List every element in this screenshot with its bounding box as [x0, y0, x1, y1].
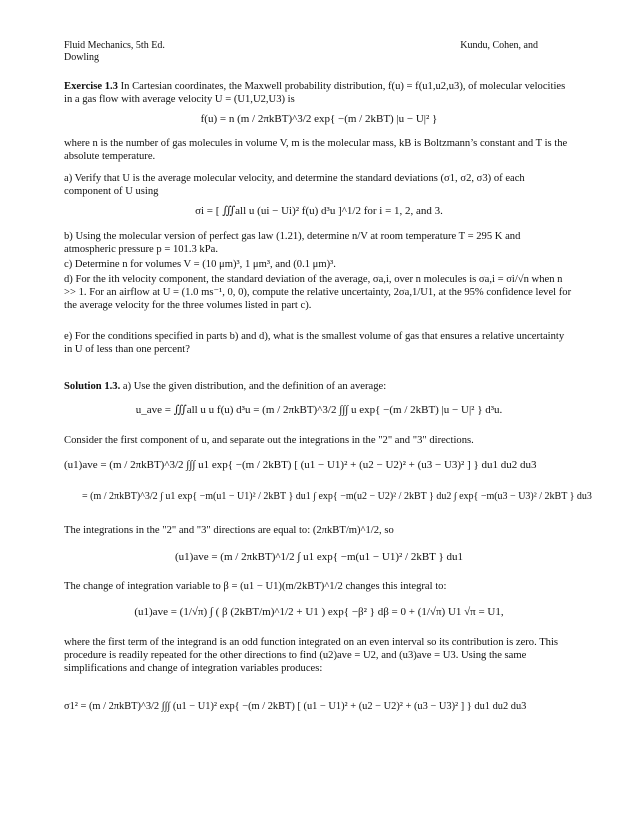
header-author: Dowling: [64, 52, 99, 63]
solution-text-4: where the first term of the integrand is an odd function integrated on an even interval so its contribution is zero. This procedure is readily repeated for the other directions to find (u2)ave = U2, and (u3)ave = U3. Using the same simplifications and change of integration variables produces:: [64, 637, 559, 674]
header-course: Fluid Mechanics, 5th Ed.: [64, 40, 165, 51]
equation-u1-ave-b: = (m / 2πkBT)^3/2 ∫ u1 exp{ −m(u1 − U1)² / 2kBT } du1 ∫ exp{ −m(u2 − U2)² / 2kBT } du2 ∫ exp{ −m(u3 − U3)² / 2kBT } du3: [82, 491, 592, 502]
exercise-intro-text: In Cartesian coordinates, the Maxwell probability distribution, f(u) = f(u1,u2,u3), of molecular velocities in a gas flow with average velocity U = (U1,U2,U3) is: [64, 81, 566, 105]
solution-text-1: Consider the first component of u, and separate out the integrations in the "2" and "3" directions.: [64, 435, 474, 446]
exercise-part-a: a) Verify that U is the average molecular velocity, and determine the standard deviations (σ1, σ2, σ3) of each component of U using: [64, 173, 525, 197]
exercise-part-c: c) Determine n for volumes V = (10 μm)³, 1 μm³, and (0.1 μm)³.: [64, 259, 336, 270]
exercise-part-d: d) For the ith velocity component, the standard deviation of the average, σa,i, over n molecules is σa,i = σi/√n when n >> 1. For an airflow at U = (1.0 ms⁻¹, 0, 0), compute the relative uncertainty, 2σa,1/U1, at the 95% confidence level for the average velocity for the three volumes listed in part c).: [64, 274, 572, 311]
equation-average: u_ave = ∭all u u f(u) d³u = (m / 2πkBT)^3/2 ∫∫∫ u exp{ −(m / 2kBT) |u − U|² } d³u.: [135, 404, 503, 416]
header-left: [64, 40, 165, 64]
exercise-intro: [64, 80, 574, 106]
equation-sigma: σi = [ ∭all u (ui − Ui)² f(u) d³u ]^1/2 for i = 1, 2, and 3.: [195, 205, 443, 217]
equation-sigma1-squared: σ1² = (m / 2πkBT)^3/2 ∫∫∫ (u1 − U1)² exp{ −(m / 2kBT) [ (u1 − U1)² + (u2 − U2)² + (u3 − U3)² ] } du1 du2 du3: [64, 701, 527, 712]
solution-intro: [64, 380, 574, 393]
header-right: Kundu, Cohen, and: [460, 40, 538, 51]
equation-u1-ave-c: (u1)ave = (m / 2πkBT)^1/2 ∫ u1 exp{ −m(u1 − U1)² / 2kBT } du1: [175, 551, 463, 563]
exercise-part-b: b) Using the molecular version of perfect gas law (1.21), determine n/V at room temperature T = 295 K and atmospheric pressure p = 101.3 kPa.: [64, 231, 521, 255]
exercise-description: where n is the number of gas molecules in volume V, m is the molecular mass, kB is Boltzmann’s constant and T is the absolute temperature.: [64, 138, 568, 162]
solution-text-2: The integrations in the "2" and "3" directions are equal to: (2πkBT/m)^1/2, so: [64, 525, 394, 536]
solution-intro-text: a) Use the given distribution, and the definition of an average:: [122, 381, 387, 392]
equation-u1-ave-a: (u1)ave = (m / 2πkBT)^3/2 ∫∫∫ u1 exp{ −(m / 2kBT) [ (u1 − U1)² + (u2 − U2)² + (u3 − U3)² ] } du1 du2 du3: [64, 459, 537, 471]
solution-label: Solution 1.3.: [64, 381, 121, 392]
exercise-part-e: e) For the conditions specified in parts b) and d), what is the smallest volume of gas that ensures a relative uncertainty in U of less than one percent?: [64, 331, 565, 355]
exercise-label: Exercise 1.3: [64, 81, 118, 92]
equation-maxwell: f(u) = n (m / 2πkBT)^3/2 exp{ −(m / 2kBT) |u − U|² }: [200, 113, 438, 125]
equation-u1-ave-d: (u1)ave = (1/√π) ∫ ( β (2kBT/m)^1/2 + U1 ) exp{ −β² } dβ = 0 + (1/√π) U1 √π = U1,: [134, 606, 504, 618]
solution-text-3: The change of integration variable to β = (u1 − U1)(m/2kBT)^1/2 changes this integral to:: [64, 581, 447, 592]
